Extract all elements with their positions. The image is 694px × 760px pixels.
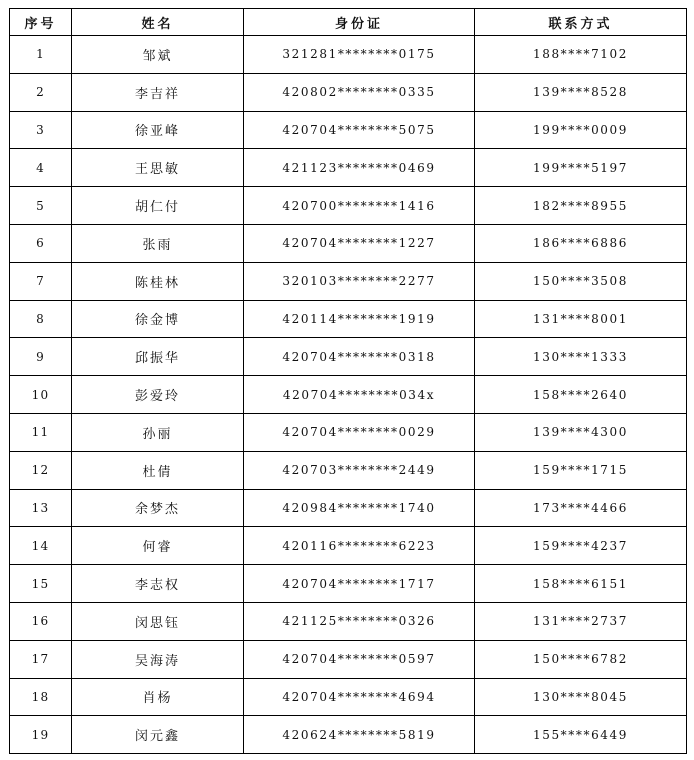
table-body [10,36,687,754]
row-name: 何睿 [72,527,244,565]
row-id-number: 420116********6223 [244,527,475,565]
header-id-number: 身份证 [244,9,475,36]
row-id-number: 320103********2277 [244,262,475,300]
table-row [10,678,687,716]
table-row [10,376,687,414]
row-name: 杜倩 [72,451,244,489]
table-row [10,640,687,678]
row-index: 12 [10,451,72,489]
row-name: 徐金博 [72,300,244,338]
table-row [10,187,687,225]
row-name: 徐亚峰 [72,111,244,149]
row-contact: 150****6782 [475,640,687,678]
row-name: 胡仁付 [72,187,244,225]
table-row [10,716,687,754]
row-name: 闵元鑫 [72,716,244,754]
table-row [10,36,687,74]
table-row [10,489,687,527]
table-row [10,73,687,111]
row-id-number: 420802********0335 [244,73,475,111]
row-id-number: 421125********0326 [244,602,475,640]
row-contact: 155****6449 [475,716,687,754]
row-contact: 173****4466 [475,489,687,527]
row-index: 10 [10,376,72,414]
header-contact: 联系方式 [475,9,687,36]
row-index: 13 [10,489,72,527]
header-name: 姓名 [72,9,244,36]
row-id-number: 420704********0029 [244,413,475,451]
row-contact: 158****6151 [475,565,687,603]
row-id-number: 420704********1227 [244,224,475,262]
table-row [10,338,687,376]
row-id-number: 420704********5075 [244,111,475,149]
row-name: 闵思钰 [72,602,244,640]
row-name: 李吉祥 [72,73,244,111]
table-header [10,9,687,36]
row-contact: 199****0009 [475,111,687,149]
table-row [10,149,687,187]
row-index: 19 [10,716,72,754]
row-name: 李志权 [72,565,244,603]
row-contact: 130****1333 [475,338,687,376]
row-id-number: 420704********0318 [244,338,475,376]
table-row [10,262,687,300]
row-id-number: 420704********1717 [244,565,475,603]
table-row [10,527,687,565]
row-contact: 130****8045 [475,678,687,716]
row-index: 8 [10,300,72,338]
row-contact: 186****6886 [475,224,687,262]
row-id-number: 421123********0469 [244,149,475,187]
row-id-number: 420704********034x [244,376,475,414]
row-contact: 159****1715 [475,451,687,489]
table-row [10,300,687,338]
table-row [10,413,687,451]
row-index: 15 [10,565,72,603]
row-index: 6 [10,224,72,262]
row-contact: 159****4237 [475,527,687,565]
row-id-number: 321281********0175 [244,36,475,74]
row-index: 3 [10,111,72,149]
row-index: 7 [10,262,72,300]
row-index: 2 [10,73,72,111]
row-name: 彭爱玲 [72,376,244,414]
row-name: 余梦杰 [72,489,244,527]
row-name: 肖杨 [72,678,244,716]
row-name: 孙丽 [72,413,244,451]
row-id-number: 420700********1416 [244,187,475,225]
row-id-number: 420703********2449 [244,451,475,489]
row-index: 4 [10,149,72,187]
row-index: 16 [10,602,72,640]
row-index: 18 [10,678,72,716]
row-contact: 150****3508 [475,262,687,300]
row-name: 张雨 [72,224,244,262]
row-id-number: 420704********0597 [244,640,475,678]
roster-table [9,8,687,754]
row-index: 11 [10,413,72,451]
row-contact: 131****2737 [475,602,687,640]
table-row [10,602,687,640]
row-name: 邹斌 [72,36,244,74]
row-index: 9 [10,338,72,376]
row-contact: 199****5197 [475,149,687,187]
row-contact: 131****8001 [475,300,687,338]
row-name: 王思敏 [72,149,244,187]
row-id-number: 420114********1919 [244,300,475,338]
row-index: 5 [10,187,72,225]
row-contact: 139****4300 [475,413,687,451]
row-index: 17 [10,640,72,678]
row-contact: 188****7102 [475,36,687,74]
row-id-number: 420704********4694 [244,678,475,716]
row-index: 14 [10,527,72,565]
row-id-number: 420624********5819 [244,716,475,754]
row-contact: 158****2640 [475,376,687,414]
row-name: 邱振华 [72,338,244,376]
row-id-number: 420984********1740 [244,489,475,527]
row-name: 陈桂林 [72,262,244,300]
row-name: 吴海涛 [72,640,244,678]
table-row [10,224,687,262]
table-row [10,565,687,603]
table-row [10,451,687,489]
header-index: 序号 [10,9,72,36]
table-row [10,111,687,149]
header-row [10,9,687,36]
row-contact: 182****8955 [475,187,687,225]
row-index: 1 [10,36,72,74]
row-contact: 139****8528 [475,73,687,111]
